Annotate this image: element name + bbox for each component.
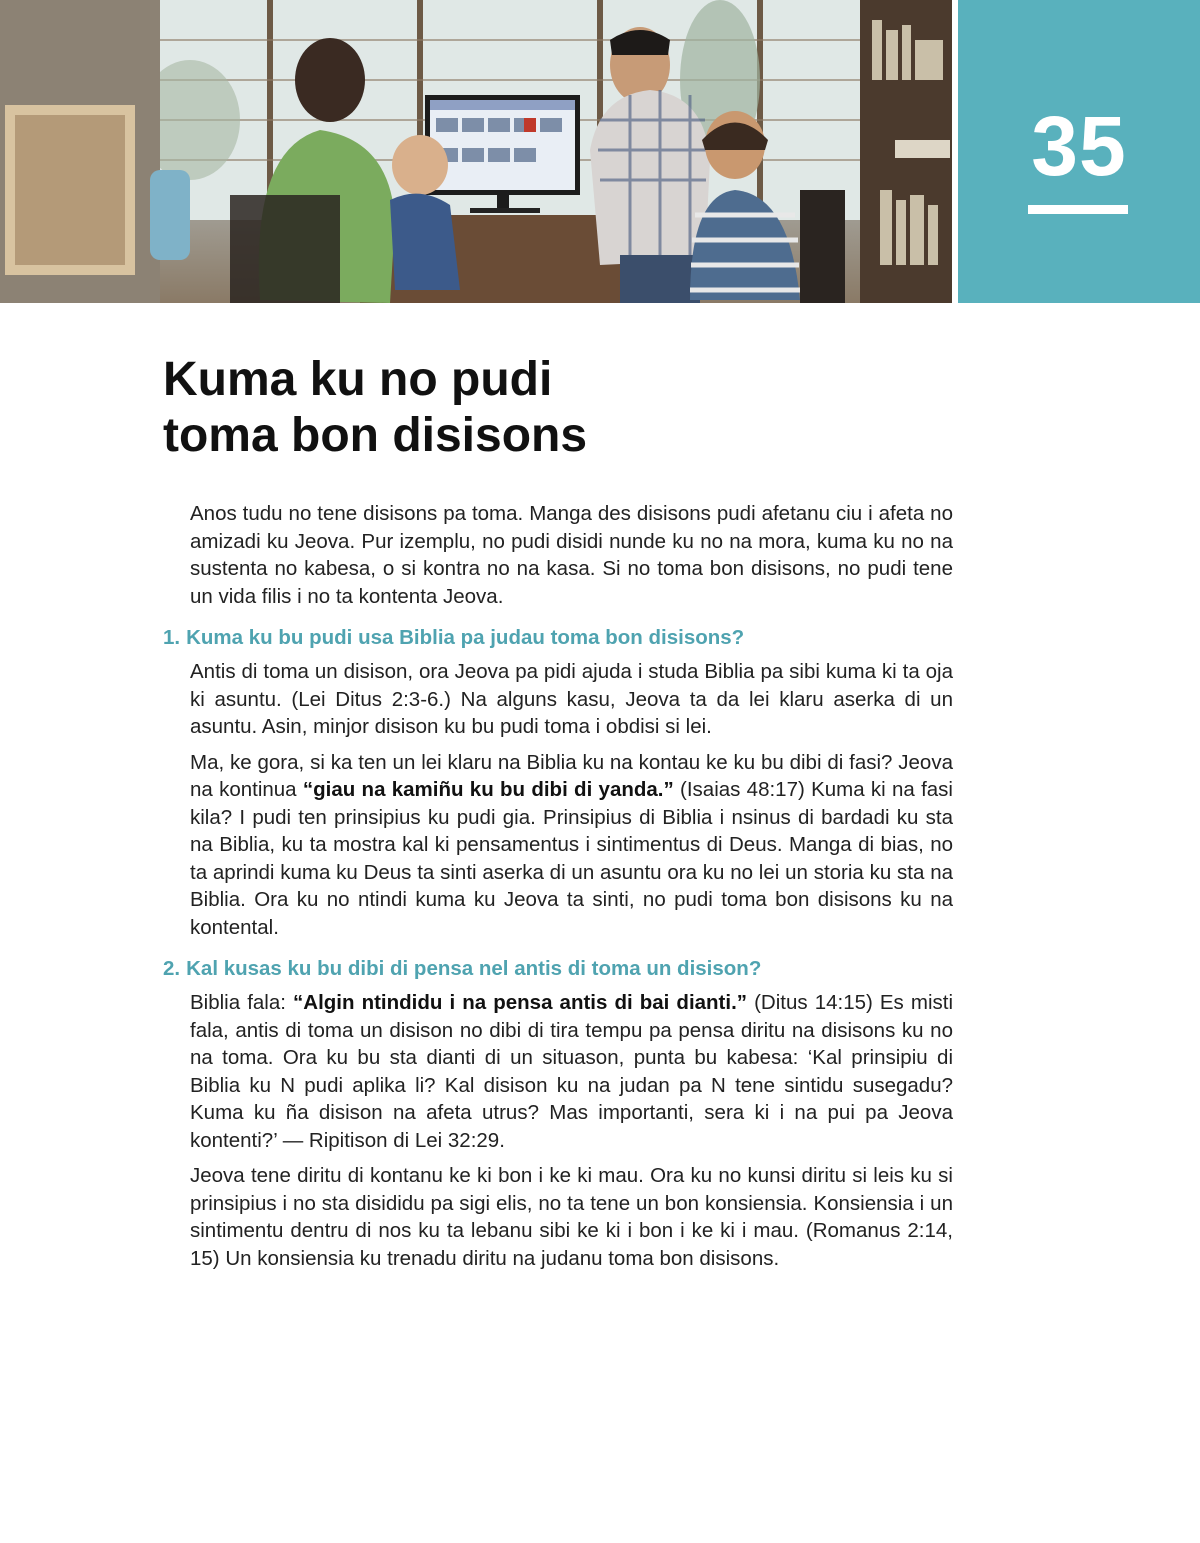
section-1-p2-quote: “giau na kamiñu ku bu dibi di yanda.”	[302, 778, 674, 801]
question-1-text: Kuma ku bu pudi usa Biblia pa judau toma bon disisons?	[186, 626, 745, 649]
title-line-2: toma bon disisons	[163, 409, 588, 462]
section-2-paragraph-2: Jeova tene diritu di kontanu ke ki bon i ke ki mau. Ora ku no kunsi diritu si leis ku si prinsipius i no sta disididu pa sigi elis, no ta tene un bon konsiensia. Konsiensia i un sintimentu dentru di nos ku ta lebanu sibi ke ki i bon i ke ki i mau. (Romanus 2:14, 15) Un konsiensia ku trenadu diritu na judanu toma bon disisons.	[190, 1164, 953, 1270]
hero-photo	[0, 0, 952, 303]
title-line-1: Kuma ku no pudi	[163, 353, 553, 406]
question-2-number: 2.	[163, 957, 181, 980]
section-2-p1-quote: “Algin ntindidu i na pensa antis di bai dianti.”	[293, 991, 748, 1014]
question-2	[163, 955, 953, 983]
section-2-paragraph-1	[190, 989, 953, 1154]
section-1-p2-text-a: Ma, ke gora, si ka ten un lei klaru na Biblia ku na kontau ke ku bu dibi di fasi? Jeova na kontinua	[190, 750, 953, 801]
question-1-number: 1.	[163, 626, 181, 649]
lesson-number-box	[958, 0, 1200, 303]
lesson-content	[163, 500, 953, 1280]
question-1	[163, 624, 953, 652]
section-2-p1-text-b: (Ditus 14:15) Es misti fala, antis di toma un disison no dibi di tira tempu pa pensa diritu na disisons ku no na toma. Ora ku bu sta dianti di un situason, punta bu kabesa: ‘Kal prinsipiu di Biblia ku N pudi aplika li? Kal disison ku na judan pa N tene sintidu susegadu? Kuma ku ña disison na afeta utrus? Mas importanti, sera ki i na pui pa Jeova kontenti?’ — Ripitison di Lei 32:29.	[190, 991, 954, 1152]
section-1-paragraph-2	[190, 749, 953, 942]
section-1-p2-text-b: (Isaias 48:17) Kuma ki na fasi kila? I pudi ten prinsipius ku pudi gia. Prinsipius di Biblia i nsinus di bardadi ku sta na Biblia, ku ta mostra kal ki pensamentus i sintimentus di Deus. Manga di bias, no ta aprindi kuma ku Deus ta sinti aserka di un asuntu ora ku no lei un storia ku sta na Biblia. Ora ku no ntindi kuma ku Jeova ta sinti, no pudi toma bon disisons ku na kontental.	[190, 778, 953, 939]
question-2-text: Kal kusas ku bu dibi di pensa nel antis di toma un disison?	[186, 957, 762, 980]
lesson-number-underline	[1028, 205, 1128, 214]
section-2-p1-text-a: Biblia fala:	[190, 991, 294, 1014]
family-at-computer-illustration	[0, 0, 952, 303]
page-title	[163, 352, 587, 464]
intro-paragraph: Anos tudu no tene disisons pa toma. Manga des disisons pudi afetanu ciu i afeta no amizadi ku Jeova. Pur izemplu, no pudi disidi nunde ku no na mora, kuma ku no na sustenta no kabesa, o si kontra no na kasa. Si no toma bon disisons, no pudi tene un vida filis i no ta kontenta Jeova.	[190, 502, 953, 608]
lesson-number: 35	[1031, 99, 1127, 193]
section-1-paragraph-1: Antis di toma un disison, ora Jeova pa pidi ajuda i studa Biblia pa sibi kuma ki ta oja ki asuntu. (Lei Ditus 2:3-6.) Na alguns kasu, Jeova ta da lei klaru aserka di un asuntu. Asin, minjor disison ku bu pudi toma i obdisi si lei.	[190, 660, 953, 738]
